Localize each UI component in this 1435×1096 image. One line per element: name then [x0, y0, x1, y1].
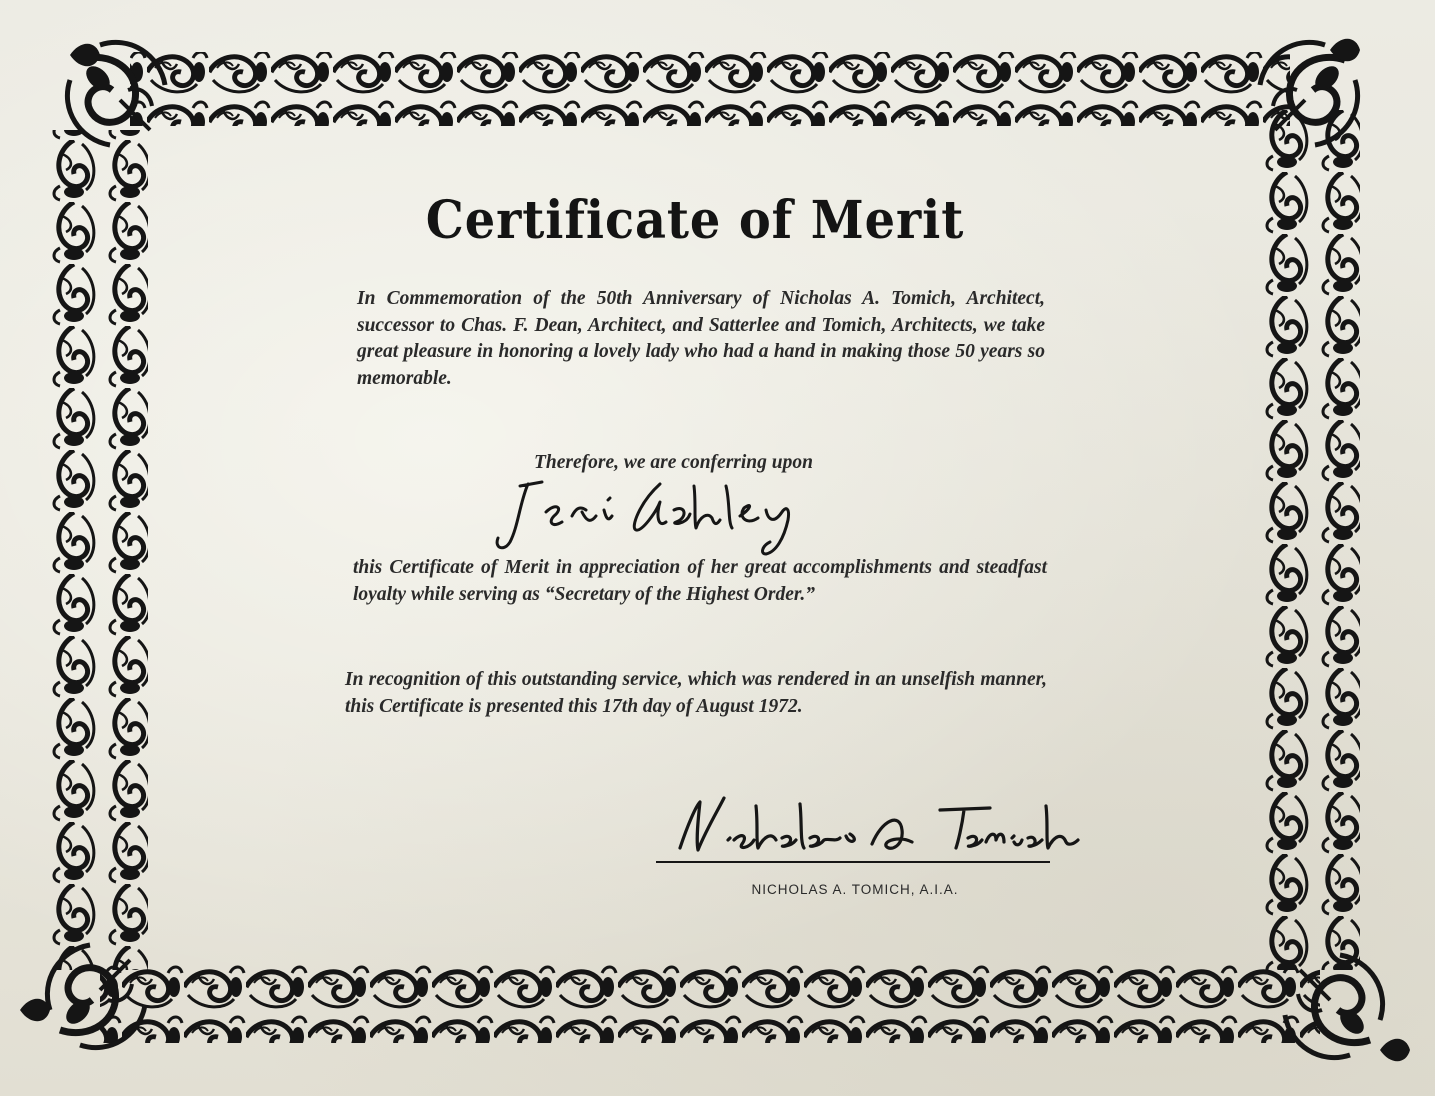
border-top [130, 52, 1290, 126]
recipient-signature-text: Jeri Ashley [490, 472, 496, 473]
signatory-signature-text: Nicholas A Tomich [650, 790, 660, 791]
appreciation-paragraph: this Certificate of Merit in appreciation of her great accomplishments and steadfast loyalty while serving as “Secretary of the Highest Order.” [353, 557, 1047, 605]
recognition-paragraph: In recognition of this outstanding service, which was rendered in an unselfish manner, this Certificate is presented this 17th day of August 1972. [345, 669, 1047, 717]
commemoration-paragraph: In Commemoration of the 50th Anniversary of Nicholas A. Tomich, Architect, successor to Chas. F. Dean, Architect, and Satterlee and Tomich, Architects, we take great pleasure in honoring a lovely lady who had a hand in making those 50 years so memorable. [357, 288, 1045, 389]
recipient-signature [490, 472, 870, 562]
border-bottom [100, 965, 1320, 1043]
conferring-line: Therefore, we are conferring upon [534, 452, 813, 473]
certificate-title: Certificate of Merit [425, 190, 965, 251]
border-left [50, 130, 148, 970]
signatory-printed-name: NICHOLAS A. TOMICH, A.I.A. [751, 882, 959, 897]
signatory-signature [650, 790, 1110, 880]
